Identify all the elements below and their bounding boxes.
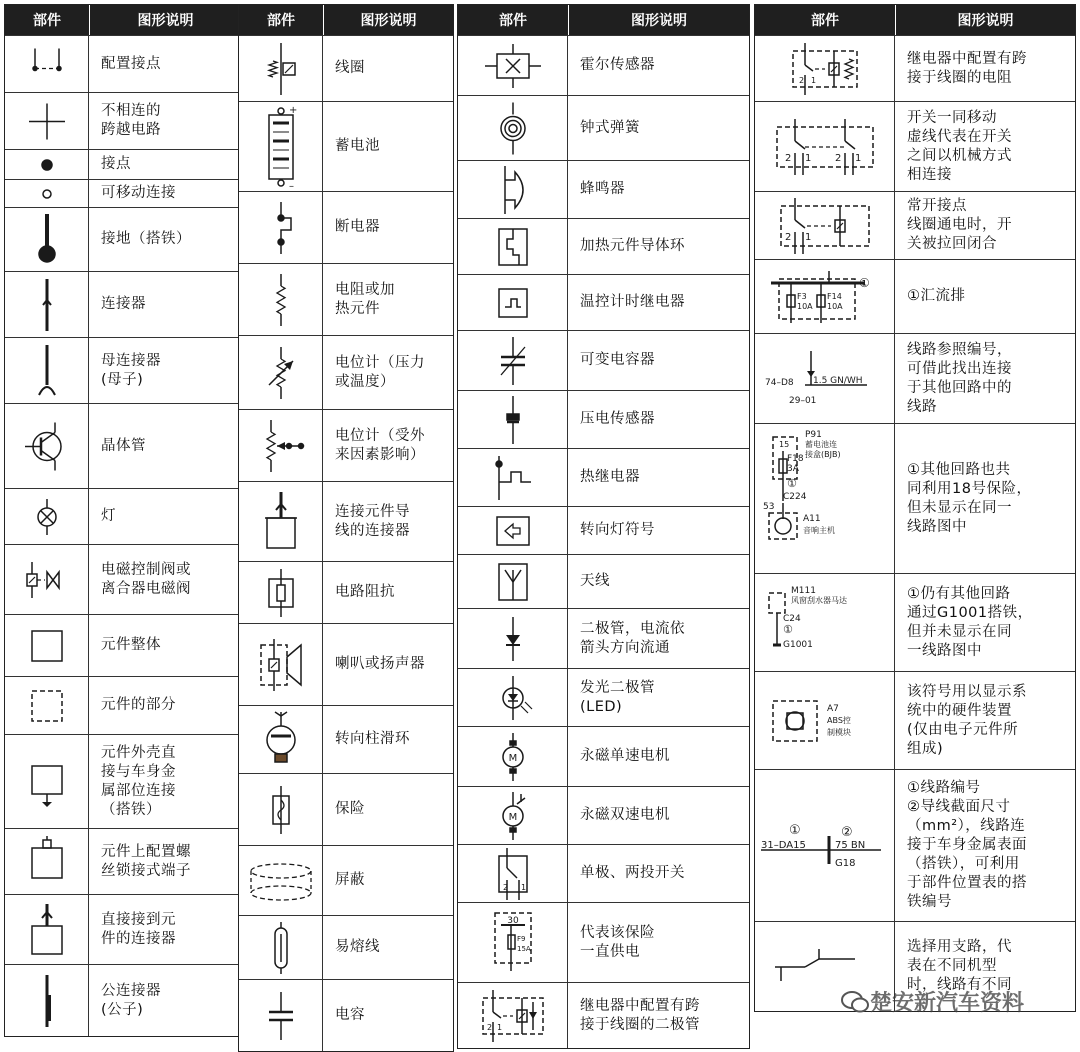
svg-text:2: 2 — [798, 75, 804, 85]
legend-row-relay-diode — [458, 982, 749, 1048]
thermal-relay-icon — [459, 450, 567, 506]
legend-column-2 — [238, 4, 454, 1052]
var-cap-icon — [459, 332, 567, 390]
legend-row-female — [5, 337, 241, 403]
description-text: 该符号用以显示系 统中的硬件装置 (仅由电子元件所 组成) — [907, 683, 1027, 757]
description-text: 代表该保险 一直供电 — [580, 924, 655, 960]
svg-text:G1001: G1001 — [782, 639, 813, 650]
svg-text:2: 2 — [784, 152, 791, 164]
legend-row-piezo — [458, 390, 749, 448]
description-text: ①仍有其他回路 通过G1001搭铁， 但并未显示在同 一线路图中 — [907, 585, 1033, 659]
svg-text:C24: C24 — [782, 613, 801, 624]
pot-pressure-icon — [240, 337, 322, 409]
legend-row-pot-external — [239, 409, 453, 481]
turn-signal-icon — [459, 508, 567, 554]
transistor-icon — [6, 405, 88, 488]
symbol-cell — [458, 903, 568, 982]
crossing-icon — [6, 94, 88, 149]
fuse-hot-icon — [459, 904, 567, 982]
description-text: 电容 — [335, 1007, 365, 1023]
legend-row-capacitor — [239, 979, 453, 1051]
legend-row-fuse-hot — [458, 902, 749, 982]
symbol-cell — [5, 489, 89, 544]
svg-text:①: ① — [782, 622, 793, 636]
connector-icon — [6, 273, 88, 337]
legend-row-no-contact — [755, 191, 1075, 259]
svg-text:A7: A7 — [826, 703, 839, 714]
movable-icon — [6, 181, 88, 207]
clockspring-icon — [240, 707, 322, 773]
symbol-cell — [239, 264, 323, 335]
legend-row-motor2 — [458, 786, 749, 844]
description-text: 开关一同移动 虚线代表在开关 之间以机械方式 相连接 — [907, 109, 1012, 183]
header-part: 部件 — [5, 5, 90, 35]
motor1-icon — [459, 728, 567, 786]
symbol-cell — [239, 774, 323, 845]
diode-icon — [459, 610, 567, 668]
shared-ground-icon — [756, 575, 894, 671]
legend-row-shared-fuse — [755, 423, 1075, 573]
symbol-cell — [5, 545, 89, 614]
legend-row-motor1 — [458, 726, 749, 786]
wechat-icon — [840, 989, 870, 1015]
svg-text:①: ① — [786, 476, 797, 490]
symbol-cell — [755, 334, 895, 423]
symbol-cell — [5, 150, 89, 179]
svg-text:1: 1 — [810, 75, 816, 85]
legend-row-speaker — [239, 623, 453, 705]
description-text: 常开接点 线圈通电时，开 关被拉回闭合 — [907, 198, 1012, 252]
led-icon — [459, 670, 567, 726]
description-text: 线路参照编号， 可借此找出连接 于其他回路中的 线路 — [907, 341, 1012, 415]
symbol-cell — [458, 36, 568, 95]
description-text: 公连接器 (公子) — [101, 982, 161, 1018]
symbol-cell — [458, 331, 568, 390]
symbol-cell — [5, 36, 89, 92]
legend-column-3 — [457, 4, 750, 1049]
legend-row-transistor — [5, 403, 241, 488]
symbol-cell — [5, 180, 89, 207]
svg-text:蓄电池连: 蓄电池连 — [804, 439, 837, 449]
legend-row-pot-pressure — [239, 335, 453, 409]
symbol-cell — [458, 845, 568, 902]
description-text: 元件外壳直 接与车身金 属部位连接 （搭铁） — [101, 744, 176, 818]
header-description: 图形说明 — [957, 13, 1014, 29]
description-text: 压电传感器 — [580, 411, 655, 427]
description-text: 单极、两投开关 — [580, 865, 685, 881]
case-ground-icon — [6, 736, 88, 828]
symbol-cell — [458, 161, 568, 218]
svg-text:2: 2 — [784, 231, 791, 243]
legend-row-buzzer — [458, 160, 749, 218]
wire-code-icon — [756, 771, 894, 921]
node-icon — [6, 151, 88, 179]
legend-row-spring — [458, 95, 749, 160]
svg-text:30: 30 — [506, 915, 519, 926]
column-header — [239, 5, 453, 35]
female-icon — [6, 339, 88, 403]
description-text: ①线路编号 ②导线截面尺寸 （mm²），线路连 接于车身金属表面 （搭铁），可利用 于部件位置表的搭 铁编号 — [907, 780, 1027, 910]
pot-external-icon — [240, 411, 322, 481]
legend-row-thermo-timer — [458, 274, 749, 330]
legend-row-led — [458, 668, 749, 726]
description-text: 保险 — [335, 801, 365, 817]
symbol-cell — [5, 208, 89, 271]
svg-text:31–DA15: 31–DA15 — [760, 839, 806, 851]
symbol-cell — [239, 410, 323, 481]
description-text: 可变电容器 — [580, 352, 655, 368]
solenoid-icon — [6, 546, 88, 614]
symbol-cell — [5, 93, 89, 149]
description-text: 加热元件导体环 — [580, 238, 685, 254]
legend-row-impedance — [239, 561, 453, 623]
svg-text:2: 2 — [502, 882, 508, 892]
description-text: ①汇流排 — [907, 288, 966, 304]
legend-column-4 — [754, 4, 1076, 1012]
symbol-cell — [458, 449, 568, 506]
legend-row-battery — [239, 101, 453, 191]
fusible-icon — [240, 917, 322, 979]
symbol-cell — [239, 980, 323, 1051]
symbol-cell — [458, 669, 568, 726]
description-text: 接地（搭铁） — [101, 231, 191, 247]
symbol-cell — [755, 36, 895, 101]
description-text: 电位计（受外 来因素影响） — [335, 427, 425, 463]
legend-row-ground — [5, 207, 241, 271]
symbol-cell — [239, 624, 323, 705]
motor2-icon — [459, 788, 567, 844]
spdt-icon — [459, 846, 567, 902]
svg-text:G18: G18 — [834, 857, 855, 869]
symbol-cell — [5, 895, 89, 964]
symbol-cell — [458, 96, 568, 160]
symbol-cell — [755, 102, 895, 191]
header-description: 图形说明 — [360, 13, 417, 29]
description-text: 屏蔽 — [335, 872, 365, 888]
config-contact-icon — [6, 37, 88, 92]
svg-text:1: 1 — [520, 882, 526, 892]
svg-text:F18: F18 — [786, 453, 804, 464]
svg-text:M111: M111 — [790, 585, 816, 596]
symbol-cell — [458, 507, 568, 554]
battery-icon — [240, 103, 322, 191]
symbol-cell — [458, 555, 568, 608]
fuse-icon — [240, 775, 322, 845]
svg-text:10A: 10A — [796, 301, 813, 311]
svg-text:音响主机: 音响主机 — [802, 525, 835, 535]
heat-ring-icon — [459, 220, 567, 274]
description-text: ①其他回路也共 同利用18号保险， 但未显示在同一 线路图中 — [907, 461, 1032, 535]
description-text: 继电器中配置有跨 接于线圈的二极管 — [580, 997, 700, 1033]
symbol-cell — [239, 336, 323, 409]
header-description: 图形说明 — [137, 13, 194, 29]
symbol-cell — [239, 916, 323, 979]
symbol-cell — [5, 735, 89, 828]
description-text: 元件上配置螺 丝锁接式端子 — [101, 843, 191, 879]
male-icon — [6, 966, 88, 1036]
svg-text:A11: A11 — [802, 513, 821, 524]
svg-text:1: 1 — [496, 1022, 502, 1032]
hardware-icon — [756, 673, 894, 769]
legend-row-case-ground — [5, 734, 241, 828]
legend-row-crossing — [5, 92, 241, 149]
lamp-icon — [6, 490, 88, 544]
legend-row-clockspring — [239, 705, 453, 773]
coil-icon — [240, 37, 322, 101]
symbol-cell — [5, 615, 89, 676]
description-text: 温控计时继电器 — [580, 294, 685, 310]
symbol-cell — [458, 275, 568, 330]
symbol-cell — [755, 260, 895, 333]
relay-diode-icon — [459, 984, 567, 1048]
symbol-cell — [5, 677, 89, 734]
symbol-cell — [755, 672, 895, 769]
svg-text:F9: F9 — [516, 934, 525, 943]
column-header — [458, 5, 749, 35]
description-text: 蜂鸣器 — [580, 181, 625, 197]
legend-row-lamp — [5, 488, 241, 544]
breaker-icon — [240, 193, 322, 263]
legend-row-shield — [239, 845, 453, 915]
description-text: 直接接到元 件的连接器 — [101, 911, 176, 947]
svg-text:M: M — [508, 752, 517, 764]
symbol-cell — [5, 829, 89, 894]
symbol-cell — [239, 192, 323, 263]
legend-row-var-cap — [458, 330, 749, 390]
svg-text:1.5 GN/WH: 1.5 GN/WH — [812, 375, 863, 386]
buzzer-icon — [459, 162, 567, 218]
symbol-cell — [5, 338, 89, 403]
header-part: 部件 — [755, 5, 896, 35]
svg-text:M: M — [508, 811, 517, 823]
symbol-cell — [458, 787, 568, 844]
legend-row-screw-terminal — [5, 828, 241, 894]
description-text: 晶体管 — [101, 437, 146, 454]
svg-text:C224: C224 — [782, 491, 806, 502]
speaker-icon — [240, 625, 322, 705]
description-text: 二极管，电流依 箭头方向流通 — [580, 620, 685, 656]
svg-text:接盒(BJB): 接盒(BJB) — [804, 449, 841, 459]
svg-text:29–01: 29–01 — [788, 395, 816, 406]
svg-text:15A: 15A — [516, 944, 531, 953]
svg-text:+: + — [288, 104, 297, 116]
ganged-icon — [756, 103, 894, 191]
legend-row-solenoid — [5, 544, 241, 614]
legend-column-1 — [4, 4, 242, 1037]
description-text: 断电器 — [335, 219, 380, 235]
description-text: 电路阻抗 — [335, 584, 395, 600]
symbol-cell — [755, 424, 895, 573]
svg-text:–: – — [288, 180, 294, 191]
description-text: 喇叭或扬声器 — [335, 656, 425, 672]
description-text: 转向柱滑环 — [335, 731, 410, 747]
svg-text:10A: 10A — [826, 301, 843, 311]
hall-icon — [459, 37, 567, 95]
svg-text:①: ① — [858, 275, 870, 290]
component-icon — [6, 616, 88, 676]
svg-text:15: 15 — [778, 439, 789, 449]
legend-row-thermal-relay — [458, 448, 749, 506]
impedance-icon — [240, 563, 322, 623]
symbol-cell — [239, 562, 323, 623]
legend-row-spdt — [458, 844, 749, 902]
component-part-icon — [6, 678, 88, 734]
description-text: 蓄电池 — [335, 138, 380, 154]
description-text: 天线 — [580, 573, 610, 589]
legend-row-antenna — [458, 554, 749, 608]
description-text: 发光二极管 (LED) — [580, 679, 655, 715]
shared-fuse-icon — [756, 425, 894, 573]
busbar-icon — [756, 261, 894, 333]
legend-row-wire-connector — [239, 481, 453, 561]
symbol-cell — [458, 609, 568, 668]
thermo-timer-icon — [459, 276, 567, 330]
symbol-cell — [239, 846, 323, 915]
svg-text:2: 2 — [486, 1022, 492, 1032]
description-text: 永磁双速电机 — [580, 807, 670, 823]
screw-terminal-icon — [6, 830, 88, 894]
description-text: 可移动连接 — [101, 185, 176, 201]
resistor-icon — [240, 265, 322, 335]
svg-text:1: 1 — [804, 152, 811, 164]
description-text: 霍尔传感器 — [580, 57, 655, 73]
symbol-cell — [239, 482, 323, 561]
symbol-cell — [458, 391, 568, 448]
svg-text:P91: P91 — [804, 429, 822, 440]
legend-row-component — [5, 614, 241, 676]
legend-row-ref — [755, 333, 1075, 423]
legend-row-direct-conn — [5, 894, 241, 964]
legend-row-wire-code — [755, 769, 1075, 921]
svg-text:74–D8: 74–D8 — [764, 377, 794, 388]
column-header — [5, 5, 241, 35]
description-text: 灯 — [101, 508, 116, 524]
legend-row-male — [5, 964, 241, 1036]
capacitor-icon — [240, 981, 322, 1051]
description-text: 不相连的 跨越电路 — [101, 103, 161, 138]
svg-text:F14: F14 — [826, 291, 842, 301]
description-text: 元件整体 — [101, 637, 161, 653]
svg-text:ABS控: ABS控 — [826, 715, 851, 725]
symbol-cell — [755, 574, 895, 671]
legend-row-config-contact — [5, 35, 241, 92]
legend-row-shared-ground — [755, 573, 1075, 671]
ref-icon — [756, 335, 894, 423]
legend-row-diode — [458, 608, 749, 668]
header-description: 图形说明 — [631, 13, 687, 29]
description-text: 热继电器 — [580, 469, 640, 485]
svg-text:1: 1 — [804, 231, 811, 243]
legend-row-node — [5, 149, 241, 179]
relay-res-icon — [756, 37, 894, 101]
svg-text:制模块: 制模块 — [826, 727, 851, 737]
legend-row-hall — [458, 35, 749, 95]
legend-row-component-part — [5, 676, 241, 734]
symbol-cell — [239, 706, 323, 773]
description-text: 母连接器 (母子) — [101, 352, 161, 388]
description-text: 易熔线 — [335, 939, 380, 955]
svg-text:75 BN: 75 BN — [834, 839, 865, 851]
svg-text:2: 2 — [834, 152, 841, 164]
legend-row-hardware — [755, 671, 1075, 769]
svg-text:53: 53 — [762, 501, 774, 512]
legend-row-movable — [5, 179, 241, 207]
ground-icon — [6, 209, 88, 271]
symbol-cell — [458, 727, 568, 786]
header-part: 部件 — [239, 5, 324, 35]
legend-row-fusible — [239, 915, 453, 979]
wire-connector-icon — [240, 483, 322, 561]
legend-row-relay-res — [755, 35, 1075, 101]
svg-text:3A: 3A — [786, 463, 799, 474]
description-text: 连接元件导 线的连接器 — [335, 503, 410, 539]
legend-row-coil — [239, 35, 453, 101]
description-text: 转向灯符号 — [580, 522, 655, 538]
shield-icon — [240, 847, 322, 915]
description-text: 元件的部分 — [101, 697, 176, 713]
direct-conn-icon — [6, 896, 88, 964]
no-contact-icon — [756, 193, 894, 259]
symbol-cell — [755, 192, 895, 259]
legend-row-breaker — [239, 191, 453, 263]
column-header — [755, 5, 1075, 35]
description-text: 继电器中配置有跨 接于线圈的电阻 — [907, 50, 1027, 86]
symbol-cell — [458, 219, 568, 274]
svg-text:F3: F3 — [796, 291, 807, 301]
svg-text:①: ① — [788, 822, 801, 838]
legend-row-busbar — [755, 259, 1075, 333]
description-text: 电阻或加 热元件 — [335, 281, 395, 317]
description-text: 电磁控制阀或 离合器电磁阀 — [101, 561, 191, 597]
legend-row-ganged — [755, 101, 1075, 191]
description-text: 选择用支路，代 表在不同机型 时，线路有不同 — [907, 939, 1012, 993]
symbol-cell — [239, 36, 323, 101]
symbol-cell — [458, 983, 568, 1048]
antenna-icon — [459, 556, 567, 608]
legend-row-fuse — [239, 773, 453, 845]
description-text: 接点 — [101, 156, 131, 172]
description-text: 电位计（压力 或温度） — [335, 354, 425, 390]
symbol-cell — [5, 404, 89, 488]
description-text: 永磁单速电机 — [580, 748, 670, 764]
symbol-cell — [5, 272, 89, 337]
description-text: 配置接点 — [101, 55, 161, 72]
spring-icon — [459, 97, 567, 160]
symbol-cell — [5, 965, 89, 1036]
svg-text:②: ② — [840, 824, 853, 840]
watermark — [840, 986, 1024, 1017]
description-text: 连接器 — [101, 296, 146, 312]
legend-row-resistor — [239, 263, 453, 335]
legend-row-connector — [5, 271, 241, 337]
watermark-text: 楚安新汽车资料 — [870, 991, 1025, 1016]
legend-row-heat-ring — [458, 218, 749, 274]
piezo-icon — [459, 392, 567, 448]
svg-text:风窗刮水器马达: 风窗刮水器马达 — [790, 595, 847, 605]
symbol-cell — [239, 102, 323, 191]
svg-text:1: 1 — [854, 152, 861, 164]
description-text: 线圈 — [335, 60, 365, 76]
header-part: 部件 — [458, 5, 569, 35]
symbol-cell — [755, 770, 895, 921]
legend-row-turn-signal — [458, 506, 749, 554]
description-text: 钟式弹簧 — [580, 119, 640, 136]
